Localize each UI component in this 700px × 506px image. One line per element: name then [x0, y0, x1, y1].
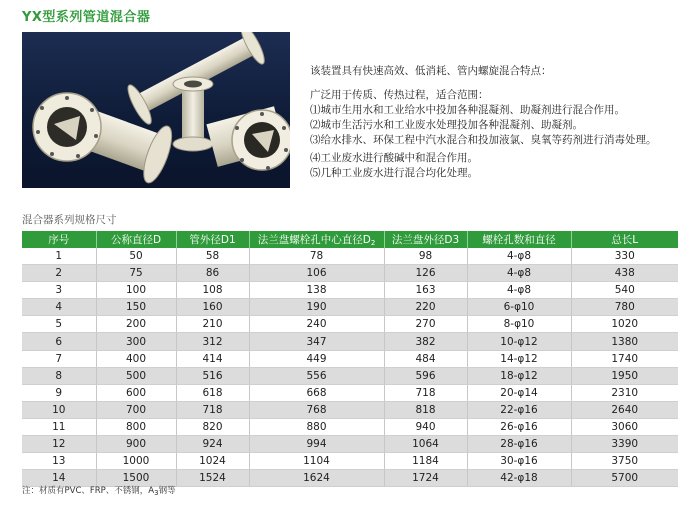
table-cell: 8-φ10 — [467, 316, 571, 333]
table-row — [22, 436, 678, 453]
header-subscript: 2 — [370, 239, 376, 247]
table-cell: 9 — [22, 384, 96, 401]
table-cell: 880 — [249, 418, 384, 435]
table-cell: 1524 — [176, 470, 249, 487]
header-text: 法兰盘螺栓孔中心直径D — [257, 234, 371, 246]
table-cell: 1624 — [249, 470, 384, 487]
table-cell: 18-φ12 — [467, 367, 571, 384]
table-cell: 780 — [571, 299, 678, 316]
product-photo — [22, 32, 290, 188]
header-cell: 总长L — [571, 231, 678, 248]
table-cell: 820 — [176, 418, 249, 435]
table-row — [22, 316, 678, 333]
table-row — [22, 401, 678, 418]
usage-item: ⑷工业废水进行酸碱中和混合作用。 — [310, 152, 478, 164]
table-row — [22, 453, 678, 470]
header-cell — [249, 231, 384, 248]
table-cell: 150 — [96, 299, 176, 316]
usage-item: ⑶给水排水、环保工程中汽水混合和投加液氯、臭氧等药剂进行消毒处理。 — [310, 134, 657, 146]
table-cell: 6-φ10 — [467, 299, 571, 316]
table-cell: 4-φ8 — [467, 248, 571, 265]
table-cell: 3390 — [571, 436, 678, 453]
table-header-row — [22, 231, 678, 248]
intro-text: 该装置具有快速高效、低消耗、管内螺旋混合特点： — [310, 65, 552, 77]
table-cell: 98 — [384, 248, 467, 265]
table-cell: 700 — [96, 401, 176, 418]
note-text: 注：材质有PVC、FRP、不锈钢，A — [22, 486, 155, 496]
page-title: YX型系列管道混合器 — [22, 10, 151, 25]
table-cell: 718 — [384, 384, 467, 401]
table-cell: 200 — [96, 316, 176, 333]
table-cell: 30-φ16 — [467, 453, 571, 470]
description-block — [310, 64, 690, 181]
table-cell: 3750 — [571, 453, 678, 470]
table-cell: 86 — [176, 265, 249, 282]
usage-title: 广泛用于传质、传热过程，适合范围： — [310, 89, 489, 101]
spec-table — [22, 231, 678, 487]
table-cell: 12 — [22, 436, 96, 453]
table-cell: 438 — [571, 265, 678, 282]
table-cell: 600 — [96, 384, 176, 401]
table-cell: 10-φ12 — [467, 333, 571, 350]
table-cell: 2640 — [571, 401, 678, 418]
table-cell: 58 — [176, 248, 249, 265]
table-row — [22, 248, 678, 265]
table-cell: 668 — [249, 384, 384, 401]
table-cell: 190 — [249, 299, 384, 316]
table-cell: 42-φ18 — [467, 470, 571, 487]
table-row — [22, 350, 678, 367]
table-cell: 900 — [96, 436, 176, 453]
header-cell: 序号 — [22, 231, 96, 248]
table-cell: 100 — [96, 282, 176, 299]
table-cell: 994 — [249, 436, 384, 453]
table-cell: 500 — [96, 367, 176, 384]
header-cell: 法兰盘外径D3 — [384, 231, 467, 248]
material-note — [22, 484, 176, 497]
table-cell: 1024 — [176, 453, 249, 470]
table-cell: 516 — [176, 367, 249, 384]
table-cell: 1380 — [571, 333, 678, 350]
table-cell: 210 — [176, 316, 249, 333]
table-cell: 6 — [22, 333, 96, 350]
table-cell: 26-φ16 — [467, 418, 571, 435]
table-cell: 1740 — [571, 350, 678, 367]
table-cell: 108 — [176, 282, 249, 299]
table-row — [22, 333, 678, 350]
header-cell: 管外径D1 — [176, 231, 249, 248]
table-cell: 13 — [22, 453, 96, 470]
table-cell: 7 — [22, 350, 96, 367]
table-cell: 718 — [176, 401, 249, 418]
table-cell: 163 — [384, 282, 467, 299]
table-cell: 1500 — [96, 470, 176, 487]
table-cell: 1 — [22, 248, 96, 265]
header-cell: 公称直径D — [96, 231, 176, 248]
table-row — [22, 265, 678, 282]
table-cell: 2310 — [571, 384, 678, 401]
table-cell: 2 — [22, 265, 96, 282]
table-cell: 160 — [176, 299, 249, 316]
table-row — [22, 282, 678, 299]
header-cell: 螺栓孔数和直径 — [467, 231, 571, 248]
table-cell: 3060 — [571, 418, 678, 435]
table-cell: 4-φ8 — [467, 282, 571, 299]
table-body — [22, 248, 678, 487]
table-cell: 618 — [176, 384, 249, 401]
table-cell: 106 — [249, 265, 384, 282]
usage-item: ⑸几种工业废水进行混合均化处理。 — [310, 167, 478, 179]
table-row — [22, 299, 678, 316]
table-cell: 312 — [176, 333, 249, 350]
table-cell: 5700 — [571, 470, 678, 487]
table-cell: 347 — [249, 333, 384, 350]
table-cell: 300 — [96, 333, 176, 350]
table-row — [22, 384, 678, 401]
table-cell: 10 — [22, 401, 96, 418]
table-cell: 3 — [22, 282, 96, 299]
table-cell: 382 — [384, 333, 467, 350]
table-cell: 1184 — [384, 453, 467, 470]
table-cell: 540 — [571, 282, 678, 299]
usage-item: ⑵城市生活污水和工业废水处理投加各种混凝剂、助凝剂。 — [310, 119, 583, 131]
table-cell: 138 — [249, 282, 384, 299]
table-cell: 484 — [384, 350, 467, 367]
table-cell: 50 — [96, 248, 176, 265]
table-cell: 78 — [249, 248, 384, 265]
table-cell: 4 — [22, 299, 96, 316]
table-cell: 8 — [22, 367, 96, 384]
table-cell: 596 — [384, 367, 467, 384]
table-cell: 768 — [249, 401, 384, 418]
table-cell: 22-φ16 — [467, 401, 571, 418]
table-cell: 4-φ8 — [467, 265, 571, 282]
table-row — [22, 367, 678, 384]
table-cell: 414 — [176, 350, 249, 367]
table-cell: 330 — [571, 248, 678, 265]
table-cell: 220 — [384, 299, 467, 316]
table-cell: 400 — [96, 350, 176, 367]
table-cell: 1000 — [96, 453, 176, 470]
table-cell: 11 — [22, 418, 96, 435]
table-cell: 240 — [249, 316, 384, 333]
table-title: 混合器系列规格尺寸 — [22, 214, 117, 226]
table-cell: 1020 — [571, 316, 678, 333]
table-cell: 818 — [384, 401, 467, 418]
table-cell: 126 — [384, 265, 467, 282]
table-cell: 556 — [249, 367, 384, 384]
table-cell: 1724 — [384, 470, 467, 487]
table-cell: 28-φ16 — [467, 436, 571, 453]
table-cell: 924 — [176, 436, 249, 453]
table-cell: 940 — [384, 418, 467, 435]
table-cell: 1104 — [249, 453, 384, 470]
table-row — [22, 418, 678, 435]
table-cell: 20-φ14 — [467, 384, 571, 401]
usage-item: ⑴城市生用水和工业给水中投加各种混凝剂、助凝剂进行混合作用。 — [310, 104, 625, 116]
pipe-mixer-illustration — [22, 32, 290, 188]
table-cell: 14-φ12 — [467, 350, 571, 367]
table-cell: 270 — [384, 316, 467, 333]
table-cell: 14 — [22, 470, 96, 487]
table-cell: 800 — [96, 418, 176, 435]
table-cell: 449 — [249, 350, 384, 367]
note-subscript: 3 — [154, 489, 159, 497]
table-cell: 75 — [96, 265, 176, 282]
table-cell: 1064 — [384, 436, 467, 453]
note-text-end: 钢等 — [158, 486, 176, 496]
table-cell: 1950 — [571, 367, 678, 384]
table-cell: 5 — [22, 316, 96, 333]
